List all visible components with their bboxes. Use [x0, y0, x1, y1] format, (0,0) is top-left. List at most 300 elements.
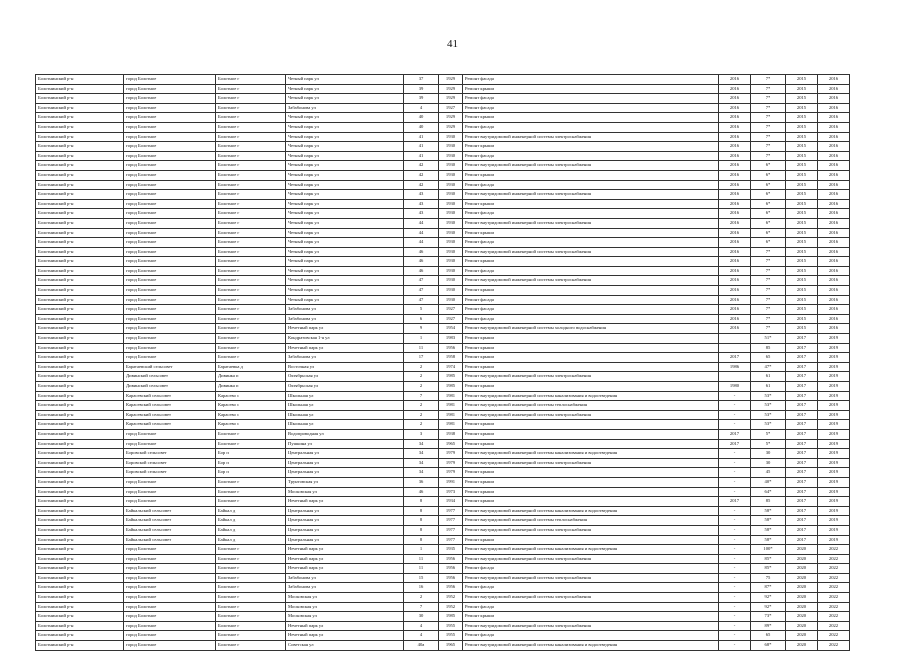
cell-plan-start-year: 2017	[786, 477, 818, 487]
table-row	[36, 247, 850, 257]
cell-work-type: Ремонт внутридомовой инженерной системы канализования и водоотведения	[463, 641, 719, 651]
cell-municipality: город Болотное	[124, 257, 216, 267]
cell-wear-percent: 7*	[751, 151, 786, 161]
cell-district: Болотнинский р-н	[36, 641, 124, 651]
cell-settlement: Болотное г	[216, 334, 286, 344]
cell-municipality: город Болотное	[124, 122, 216, 132]
cell-municipality: город Болотное	[124, 593, 216, 603]
cell-last-repair-year: 2016	[719, 75, 751, 85]
cell-municipality: Боровской сельсовет	[124, 458, 216, 468]
cell-settlement: Болотное г	[216, 228, 286, 238]
cell-work-type: Ремонт фасада	[463, 602, 719, 612]
cell-last-repair-year: -	[719, 487, 751, 497]
cell-settlement: Болотное г	[216, 286, 286, 296]
cell-municipality: город Болотное	[124, 84, 216, 94]
cell-settlement: Болотное г	[216, 257, 286, 267]
cell-plan-end-year: 2019	[818, 334, 850, 344]
cell-wear-percent: 45	[751, 468, 786, 478]
cell-work-type: Ремонт крыши	[463, 199, 719, 209]
cell-build-year: 1930	[439, 228, 463, 238]
cell-municipality: Дивинский сельсовет	[124, 372, 216, 382]
cell-plan-end-year: 2022	[818, 583, 850, 593]
cell-wear-percent: 6*	[751, 209, 786, 219]
cell-last-repair-year: 2016	[719, 190, 751, 200]
cell-build-year: 1929	[439, 122, 463, 132]
cell-settlement: Дивинка п	[216, 382, 286, 392]
cell-plan-start-year: 2017	[786, 535, 818, 545]
cell-street: Центральная ул	[286, 449, 404, 459]
cell-work-type: Ремонт фасада	[463, 564, 719, 574]
cell-district: Болотнинский р-н	[36, 593, 124, 603]
cell-last-repair-year: -	[719, 631, 751, 641]
cell-plan-end-year: 2016	[818, 161, 850, 171]
cell-wear-percent: 53*	[751, 410, 786, 420]
cell-house-number: 17	[404, 353, 439, 363]
cell-plan-start-year: 2015	[786, 94, 818, 104]
cell-municipality: Карасевский сельсовет	[124, 401, 216, 411]
cell-municipality: Баратаевский сельсовет	[124, 362, 216, 372]
cell-house-number: 1	[404, 334, 439, 344]
cell-build-year: 1956	[439, 554, 463, 564]
cell-district: Болотнинский р-н	[36, 554, 124, 564]
cell-last-repair-year	[719, 372, 751, 382]
cell-district: Болотнинский р-н	[36, 420, 124, 430]
cell-street: Центральная ул	[286, 525, 404, 535]
table-row	[36, 180, 850, 190]
cell-last-repair-year: 2016	[719, 247, 751, 257]
cell-work-type: Ремонт крыши	[463, 420, 719, 430]
cell-municipality: Карасевский сельсовет	[124, 391, 216, 401]
cell-build-year: 1956	[439, 564, 463, 574]
cell-plan-start-year: 2015	[786, 218, 818, 228]
table-row	[36, 535, 850, 545]
cell-plan-end-year: 2016	[818, 247, 850, 257]
cell-work-type: Ремонт крыши	[463, 535, 719, 545]
cell-plan-end-year: 2019	[818, 477, 850, 487]
cell-house-number: 8	[404, 535, 439, 545]
cell-last-repair-year: -	[719, 554, 751, 564]
cell-municipality: город Болотное	[124, 218, 216, 228]
cell-house-number: 2	[404, 420, 439, 430]
cell-street: Нечетный парк ул	[286, 497, 404, 507]
cell-build-year: 1981	[439, 401, 463, 411]
cell-street: Центральная ул	[286, 535, 404, 545]
cell-house-number: 15	[404, 573, 439, 583]
cell-wear-percent: 7*	[751, 122, 786, 132]
cell-house-number: 11	[404, 564, 439, 574]
table-row	[36, 276, 850, 286]
cell-district: Болотнинский р-н	[36, 382, 124, 392]
cell-plan-start-year: 2020	[786, 593, 818, 603]
cell-district: Болотнинский р-н	[36, 238, 124, 248]
cell-build-year: 1930	[439, 170, 463, 180]
table-row	[36, 305, 850, 315]
cell-last-repair-year: -	[719, 593, 751, 603]
cell-work-type: Ремонт фасада	[463, 94, 719, 104]
cell-last-repair-year: -	[719, 641, 751, 651]
cell-wear-percent: 5*	[751, 439, 786, 449]
cell-wear-percent: 53*	[751, 401, 786, 411]
cell-last-repair-year: 2016	[719, 218, 751, 228]
cell-plan-end-year: 2019	[818, 535, 850, 545]
cell-build-year: 1930	[439, 180, 463, 190]
cell-settlement: Болотное г	[216, 429, 286, 439]
cell-work-type: Ремонт фасада	[463, 75, 719, 85]
cell-settlement: Болотное г	[216, 545, 286, 555]
cell-work-type: Ремонт фасада	[463, 305, 719, 315]
table-row	[36, 84, 850, 94]
cell-street: Четный парк ул	[286, 94, 404, 104]
cell-municipality: город Болотное	[124, 94, 216, 104]
cell-last-repair-year: 2016	[719, 122, 751, 132]
cell-municipality: город Болотное	[124, 497, 216, 507]
table-row	[36, 295, 850, 305]
cell-plan-start-year: 2015	[786, 151, 818, 161]
cell-street: Нечетный парк ул	[286, 343, 404, 353]
cell-work-type: Ремонт крыши	[463, 228, 719, 238]
cell-municipality: город Болотное	[124, 305, 216, 315]
cell-plan-end-year: 2016	[818, 218, 850, 228]
cell-municipality: Боровской сельсовет	[124, 449, 216, 459]
cell-house-number: 41	[404, 142, 439, 152]
cell-plan-end-year: 2019	[818, 372, 850, 382]
cell-work-type: Ремонт фасада	[463, 583, 719, 593]
table-row	[36, 516, 850, 526]
cell-wear-percent: 6*	[751, 180, 786, 190]
cell-plan-end-year: 2016	[818, 132, 850, 142]
cell-last-repair-year: -	[719, 545, 751, 555]
table-row	[36, 410, 850, 420]
cell-municipality: город Болотное	[124, 439, 216, 449]
cell-plan-start-year: 2017	[786, 334, 818, 344]
cell-street: Нечетный парк ул	[286, 631, 404, 641]
cell-municipality: город Болотное	[124, 621, 216, 631]
cell-plan-end-year: 2019	[818, 382, 850, 392]
cell-wear-percent: 47*	[751, 362, 786, 372]
cell-last-repair-year: 2016	[719, 209, 751, 219]
table-row	[36, 487, 850, 497]
cell-house-number: 2	[404, 372, 439, 382]
cell-street: Четный парк ул	[286, 286, 404, 296]
cell-plan-start-year: 2017	[786, 391, 818, 401]
cell-plan-start-year: 2020	[786, 631, 818, 641]
table-row	[36, 401, 850, 411]
cell-plan-start-year: 2017	[786, 516, 818, 526]
table-row	[36, 382, 850, 392]
cell-last-repair-year: 2017	[719, 439, 751, 449]
cell-build-year: 1927	[439, 305, 463, 315]
cell-plan-end-year: 2016	[818, 314, 850, 324]
cell-work-type: Ремонт внутридомовой инженерной системы электроснабжения	[463, 525, 719, 535]
cell-district: Болотнинский р-н	[36, 334, 124, 344]
table-row	[36, 170, 850, 180]
cell-house-number: 11	[404, 554, 439, 564]
cell-plan-end-year: 2016	[818, 113, 850, 123]
cell-house-number: 4	[404, 621, 439, 631]
cell-municipality: город Болотное	[124, 477, 216, 487]
cell-street: Четный парк ул	[286, 161, 404, 171]
cell-house-number: 42	[404, 170, 439, 180]
cell-municipality: город Болотное	[124, 324, 216, 334]
cell-last-repair-year: 2016	[719, 324, 751, 334]
cell-district: Болотнинский р-н	[36, 602, 124, 612]
cell-build-year: 1981	[439, 410, 463, 420]
cell-wear-percent: 53*	[751, 420, 786, 430]
cell-district: Болотнинский р-н	[36, 391, 124, 401]
cell-work-type: Ремонт внутридомовой инженерной системы электроснабжения	[463, 554, 719, 564]
cell-work-type: Ремонт внутридомовой инженерной системы электроснабжения	[463, 247, 719, 257]
cell-work-type: Ремонт крыши	[463, 477, 719, 487]
cell-wear-percent: 6*	[751, 161, 786, 171]
cell-plan-end-year: 2019	[818, 420, 850, 430]
cell-wear-percent: 92*	[751, 602, 786, 612]
cell-plan-end-year: 2016	[818, 75, 850, 85]
cell-plan-start-year: 2015	[786, 286, 818, 296]
cell-street: Четный парк ул	[286, 190, 404, 200]
cell-house-number: 3	[404, 429, 439, 439]
cell-municipality: город Болотное	[124, 238, 216, 248]
cell-settlement: Болотное г	[216, 641, 286, 651]
table-body	[36, 75, 850, 651]
cell-district: Болотнинский р-н	[36, 170, 124, 180]
cell-wear-percent: 7*	[751, 132, 786, 142]
cell-build-year: 1979	[439, 468, 463, 478]
cell-last-repair-year: -	[719, 458, 751, 468]
cell-wear-percent: 51*	[751, 334, 786, 344]
cell-district: Болотнинский р-н	[36, 75, 124, 85]
cell-plan-end-year: 2016	[818, 84, 850, 94]
cell-wear-percent: 30	[751, 458, 786, 468]
cell-plan-start-year: 2020	[786, 621, 818, 631]
cell-settlement: Болотное г	[216, 353, 286, 363]
cell-work-type: Ремонт внутридомовой инженерной системы канализования и водоотведения	[463, 391, 719, 401]
cell-house-number: 7	[404, 602, 439, 612]
cell-wear-percent: 87*	[751, 583, 786, 593]
cell-district: Болотнинский р-н	[36, 228, 124, 238]
cell-work-type: Ремонт крыши	[463, 487, 719, 497]
cell-settlement: Болотное г	[216, 161, 286, 171]
cell-street: Четный парк ул	[286, 209, 404, 219]
cell-plan-end-year: 2016	[818, 228, 850, 238]
cell-plan-end-year: 2019	[818, 525, 850, 535]
cell-plan-start-year: 2015	[786, 238, 818, 248]
cell-last-repair-year: -	[719, 621, 751, 631]
cell-district: Болотнинский р-н	[36, 612, 124, 622]
cell-district: Болотнинский р-н	[36, 372, 124, 382]
cell-plan-end-year: 2019	[818, 429, 850, 439]
cell-municipality: город Болотное	[124, 573, 216, 583]
cell-district: Болотнинский р-н	[36, 525, 124, 535]
cell-district: Болотнинский р-н	[36, 535, 124, 545]
cell-settlement: Болотное г	[216, 84, 286, 94]
cell-plan-start-year: 2017	[786, 439, 818, 449]
cell-municipality: город Болотное	[124, 564, 216, 574]
table-row	[36, 372, 850, 382]
table-row	[36, 525, 850, 535]
cell-plan-start-year: 2015	[786, 113, 818, 123]
cell-house-number: 8	[404, 506, 439, 516]
cell-work-type: Ремонт крыши	[463, 439, 719, 449]
cell-house-number: 34	[404, 449, 439, 459]
cell-plan-end-year: 2019	[818, 449, 850, 459]
cell-work-type: Ремонт крыши	[463, 382, 719, 392]
cell-plan-start-year: 2015	[786, 276, 818, 286]
cell-work-type: Ремонт крыши	[463, 362, 719, 372]
cell-plan-end-year: 2016	[818, 286, 850, 296]
cell-build-year: 1977	[439, 506, 463, 516]
cell-district: Болотнинский р-н	[36, 209, 124, 219]
cell-build-year: 1958	[439, 353, 463, 363]
cell-settlement: Болотное г	[216, 151, 286, 161]
cell-district: Болотнинский р-н	[36, 631, 124, 641]
cell-district: Болотнинский р-н	[36, 266, 124, 276]
cell-work-type: Ремонт фасада	[463, 238, 719, 248]
cell-settlement: Бор п	[216, 458, 286, 468]
cell-work-type: Ремонт внутридомовой инженерной системы электроснабжения	[463, 161, 719, 171]
cell-plan-end-year: 2016	[818, 295, 850, 305]
table-row	[36, 506, 850, 516]
cell-work-type: Ремонт внутридомовой инженерной системы канализования и водоотведения	[463, 506, 719, 516]
cell-build-year: 1927	[439, 314, 463, 324]
cell-street: Забабонова ул	[286, 583, 404, 593]
cell-build-year: 1965	[439, 641, 463, 651]
cell-last-repair-year: 2016	[719, 257, 751, 267]
cell-district: Болотнинский р-н	[36, 477, 124, 487]
cell-plan-start-year: 2020	[786, 545, 818, 555]
cell-house-number: 46	[404, 257, 439, 267]
cell-plan-start-year: 2017	[786, 497, 818, 507]
cell-wear-percent: 6*	[751, 218, 786, 228]
cell-wear-percent: 6*	[751, 228, 786, 238]
cell-district: Болотнинский р-н	[36, 449, 124, 459]
cell-last-repair-year: 2017	[719, 353, 751, 363]
cell-street: Кондратовская 1-я ул	[286, 334, 404, 344]
cell-district: Болотнинский р-н	[36, 564, 124, 574]
cell-last-repair-year: 2016	[719, 228, 751, 238]
cell-build-year: 1952	[439, 602, 463, 612]
cell-municipality: город Болотное	[124, 209, 216, 219]
cell-last-repair-year	[719, 343, 751, 353]
cell-settlement: Бор п	[216, 449, 286, 459]
cell-work-type: Ремонт крыши	[463, 468, 719, 478]
cell-build-year: 1977	[439, 516, 463, 526]
cell-plan-start-year: 2017	[786, 458, 818, 468]
cell-district: Болотнинский р-н	[36, 103, 124, 113]
cell-street: Четный парк ул	[286, 247, 404, 257]
cell-street: Четный парк ул	[286, 170, 404, 180]
cell-build-year: 1977	[439, 525, 463, 535]
cell-plan-end-year: 2022	[818, 641, 850, 651]
table-row	[36, 439, 850, 449]
cell-street: Центральная ул	[286, 506, 404, 516]
cell-district: Болотнинский р-н	[36, 257, 124, 267]
cell-district: Болотнинский р-н	[36, 161, 124, 171]
cell-house-number: 1	[404, 545, 439, 555]
cell-house-number: 6	[404, 314, 439, 324]
table-row	[36, 554, 850, 564]
cell-build-year: 1979	[439, 458, 463, 468]
cell-municipality: город Болотное	[124, 266, 216, 276]
cell-district: Болотнинский р-н	[36, 94, 124, 104]
cell-work-type: Ремонт крыши	[463, 353, 719, 363]
cell-build-year: 1983	[439, 334, 463, 344]
cell-last-repair-year: 2016	[719, 305, 751, 315]
cell-build-year: 1956	[439, 583, 463, 593]
cell-settlement: Баратаевка д	[216, 362, 286, 372]
cell-work-type: Ремонт крыши	[463, 497, 719, 507]
cell-wear-percent: 7*	[751, 276, 786, 286]
cell-house-number: 8	[404, 525, 439, 535]
cell-street: Октябрьская ул	[286, 382, 404, 392]
table-row	[36, 228, 850, 238]
cell-last-repair-year: -	[719, 449, 751, 459]
cell-house-number: 8	[404, 516, 439, 526]
cell-house-number: 40	[404, 113, 439, 123]
table-row	[36, 573, 850, 583]
table-row	[36, 94, 850, 104]
cell-last-repair-year: 2016	[719, 238, 751, 248]
cell-district: Болотнинский р-н	[36, 583, 124, 593]
cell-plan-start-year: 2015	[786, 324, 818, 334]
cell-street: Забабонова ул	[286, 353, 404, 363]
cell-plan-end-year: 2022	[818, 554, 850, 564]
cell-wear-percent: 85	[751, 497, 786, 507]
cell-last-repair-year: 2016	[719, 180, 751, 190]
cell-street: Четный парк ул	[286, 113, 404, 123]
cell-street: Четный парк ул	[286, 84, 404, 94]
cell-district: Болотнинский р-н	[36, 487, 124, 497]
cell-district: Болотнинский р-н	[36, 573, 124, 583]
cell-district: Болотнинский р-н	[36, 506, 124, 516]
cell-last-repair-year: -	[719, 564, 751, 574]
cell-wear-percent: 58*	[751, 525, 786, 535]
cell-plan-end-year: 2016	[818, 180, 850, 190]
cell-municipality: Байкальский сельсовет	[124, 506, 216, 516]
cell-municipality: Карасевский сельсовет	[124, 420, 216, 430]
cell-plan-end-year: 2016	[818, 190, 850, 200]
cell-plan-start-year: 2015	[786, 122, 818, 132]
cell-district: Болотнинский р-н	[36, 295, 124, 305]
cell-plan-start-year: 2020	[786, 554, 818, 564]
cell-plan-start-year: 2015	[786, 75, 818, 85]
cell-build-year: 1930	[439, 276, 463, 286]
cell-street: Школьная ул	[286, 420, 404, 430]
cell-wear-percent: 58*	[751, 516, 786, 526]
cell-settlement: Болотное г	[216, 305, 286, 315]
cell-district: Болотнинский р-н	[36, 362, 124, 372]
cell-last-repair-year: -	[719, 516, 751, 526]
cell-street: Забабонова ул	[286, 305, 404, 315]
cell-plan-start-year: 2017	[786, 506, 818, 516]
cell-build-year: 1930	[439, 295, 463, 305]
cell-municipality: город Болотное	[124, 132, 216, 142]
cell-district: Болотнинский р-н	[36, 218, 124, 228]
table-row	[36, 324, 850, 334]
cell-last-repair-year: 2016	[719, 199, 751, 209]
cell-settlement: Дивинка п	[216, 372, 286, 382]
cell-house-number: 9	[404, 324, 439, 334]
cell-last-repair-year: 1986	[719, 362, 751, 372]
cell-house-number: 41	[404, 132, 439, 142]
cell-plan-end-year: 2019	[818, 439, 850, 449]
cell-build-year: 1930	[439, 257, 463, 267]
cell-last-repair-year: -	[719, 612, 751, 622]
cell-municipality: город Болотное	[124, 545, 216, 555]
cell-build-year: 1938	[439, 429, 463, 439]
cell-wear-percent: 6*	[751, 190, 786, 200]
cell-house-number: 7	[404, 391, 439, 401]
cell-wear-percent: 7*	[751, 75, 786, 85]
